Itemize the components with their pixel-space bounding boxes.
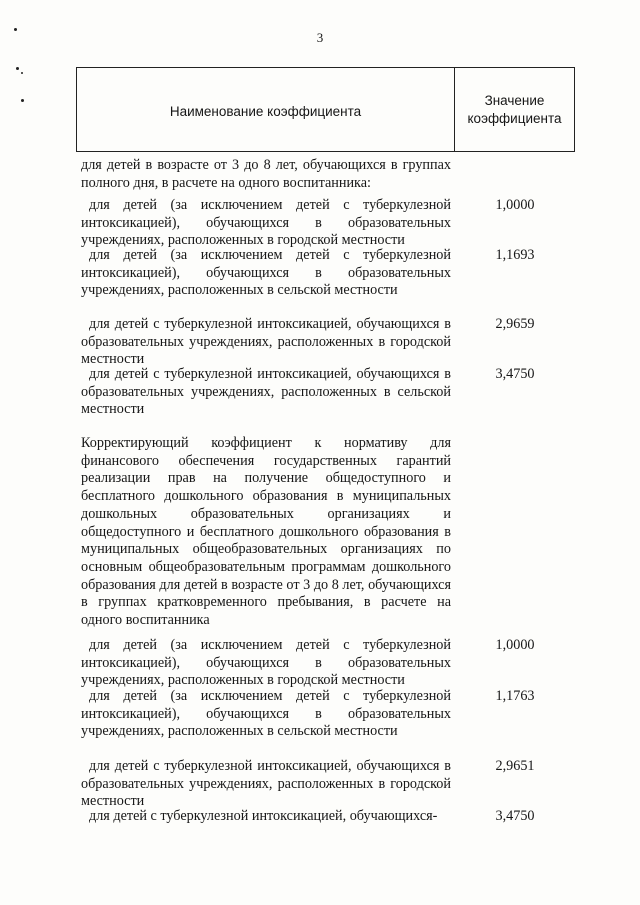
row-text: для детей (за исключением детей с туберкулезной интоксикацией), обучающихся в образовательных учреждениях, расположенных в городской местности <box>81 197 451 249</box>
row-text: для детей с туберкулезной интоксикацией, обучающихся в образовательных учреждениях, расположенных в городской местности <box>81 758 451 810</box>
column-header-name: Наименование коэффициента <box>77 68 455 151</box>
row-value: 1,1763 <box>495 688 535 704</box>
row-text: для детей в возрасте от 3 до 8 лет, обучающихся в группах полного дня, в расчете на одного воспитанника: <box>81 157 451 191</box>
row-text: для детей с туберкулезной интоксикацией, обучающихся в образовательных учреждениях, расположенных в сельской местности <box>81 366 451 418</box>
column-header-value <box>455 68 574 151</box>
column-header-value-line1: Значение <box>484 92 545 108</box>
row-text: Корректирующий коэффициент к нормативу для финансового обеспечения государственных гарантий реализации прав на получение общедоступного и бесплатного дошкольного образования в муниципальных дошкольных образовательных организациях и общедоступного и бесплатного дошкольного образования в муниципальных общеобразовательных организациях по основным общеобразовательным программам дошкольного образования для детей в возрасте от 3 до 8 лет, обучающихся в группах кратковременного пребывания, в расчете на одного воспитанника <box>81 435 451 629</box>
scan-speck <box>16 67 19 70</box>
row-text: для детей (за исключением детей с туберкулезной интоксикацией), обучающихся в образовательных учреждениях, расположенных в сельской местности <box>81 247 451 299</box>
row-text: для детей с туберкулезной интоксикацией, обучающихся- <box>89 808 438 824</box>
row-value: 1,0000 <box>495 197 535 213</box>
row-text: для детей с туберкулезной интоксикацией, обучающихся в образовательных учреждениях, расположенных в городской местности <box>81 316 451 368</box>
column-header-value-line2: коэффициента <box>467 110 562 126</box>
row-value: 2,9651 <box>495 758 535 774</box>
row-value: 1,0000 <box>495 637 535 653</box>
table-header <box>76 67 575 152</box>
row-value: 3,4750 <box>495 366 535 382</box>
row-text: для детей (за исключением детей с туберкулезной интоксикацией), обучающихся в образовательных учреждениях, расположенных в городской местности <box>81 637 451 689</box>
row-value: 2,9659 <box>495 316 535 332</box>
row-value: 3,4750 <box>495 808 535 824</box>
scan-speck <box>21 72 23 74</box>
page-number: 3 <box>316 30 324 45</box>
row-value: 1,1693 <box>495 247 535 263</box>
row-text: для детей (за исключением детей с туберкулезной интоксикацией), обучающихся в образовательных учреждениях, расположенных в сельской местности <box>81 688 451 740</box>
scan-speck <box>21 99 24 102</box>
